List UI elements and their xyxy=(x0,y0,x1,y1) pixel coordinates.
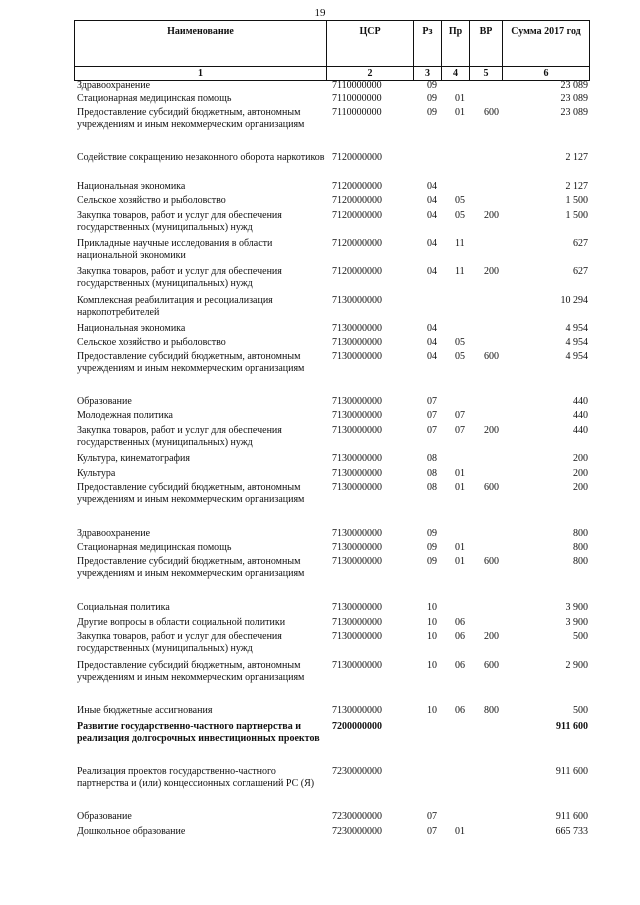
cell-sum: 911 600 xyxy=(555,766,588,777)
cell-sum: 4 954 xyxy=(565,323,588,334)
cell-name: Молодежная политика xyxy=(77,410,173,421)
cell-csr: 7110000000 xyxy=(332,80,382,91)
cell-vr: 600 xyxy=(484,556,499,567)
cell-csr: 7130000000 xyxy=(332,351,382,362)
cell-csr: 7130000000 xyxy=(332,453,382,464)
cell-sum: 627 xyxy=(573,238,588,249)
cell-name: Образование xyxy=(77,396,132,407)
column-number: 6 xyxy=(503,67,590,81)
cell-csr: 7200000000 xyxy=(332,721,382,732)
cell-name: Закупка товаров, работ и услуг для обеспечения государственных (муниципальных) нужд xyxy=(77,210,282,233)
cell-sum: 3 900 xyxy=(565,617,588,628)
cell-csr: 7130000000 xyxy=(332,482,382,493)
cell-pr: 01 xyxy=(455,468,465,479)
cell-rz: 04 xyxy=(427,195,437,206)
cell-rz: 10 xyxy=(427,660,437,671)
cell-csr: 7120000000 xyxy=(332,266,382,277)
cell-pr: 01 xyxy=(455,542,465,553)
cell-pr: 01 xyxy=(455,826,465,837)
cell-sum: 911 600 xyxy=(555,811,588,822)
cell-pr: 06 xyxy=(455,705,465,716)
cell-sum: 10 294 xyxy=(560,295,588,306)
cell-sum: 800 xyxy=(573,528,588,539)
column-number: 2 xyxy=(327,67,414,81)
cell-sum: 2 127 xyxy=(565,181,588,192)
cell-rz: 07 xyxy=(427,396,437,407)
column-number: 3 xyxy=(414,67,442,81)
cell-name: Другие вопросы в области социальной политики xyxy=(77,617,286,628)
cell-rz: 04 xyxy=(427,210,437,221)
cell-name: Национальная экономика xyxy=(77,181,186,192)
column-number: 1 xyxy=(75,67,327,81)
cell-sum: 23 089 xyxy=(560,80,588,91)
cell-rz: 04 xyxy=(427,351,437,362)
cell-rz: 07 xyxy=(427,826,437,837)
cell-csr: 7130000000 xyxy=(332,410,382,421)
cell-vr: 200 xyxy=(484,210,499,221)
cell-pr: 06 xyxy=(455,631,465,642)
cell-rz: 04 xyxy=(427,238,437,249)
cell-pr: 01 xyxy=(455,107,465,118)
cell-vr: 600 xyxy=(484,107,499,118)
cell-pr: 06 xyxy=(455,660,465,671)
cell-sum: 500 xyxy=(573,705,588,716)
cell-csr: 7130000000 xyxy=(332,337,382,348)
cell-sum: 911 600 xyxy=(556,721,588,732)
cell-sum: 200 xyxy=(573,482,588,493)
header-vr: ВР xyxy=(470,21,503,67)
cell-name: Развитие государственно-частного партнерства и реализация долгосрочных инвестиционных проектов xyxy=(77,721,320,744)
cell-pr: 05 xyxy=(455,337,465,348)
cell-name: Предоставление субсидий бюджетным, автономным учреждениям и иным некоммерческим организациям xyxy=(77,660,305,683)
cell-csr: 7130000000 xyxy=(332,631,382,642)
column-number: 5 xyxy=(470,67,503,81)
cell-csr: 7130000000 xyxy=(332,468,382,479)
cell-vr: 200 xyxy=(484,266,499,277)
cell-rz: 09 xyxy=(427,542,437,553)
cell-pr: 11 xyxy=(455,266,465,277)
cell-name: Предоставление субсидий бюджетным, автономным учреждениям и иным некоммерческим организациям xyxy=(77,351,305,374)
cell-name: Социальная политика xyxy=(77,602,170,613)
cell-name: Образование xyxy=(77,811,132,822)
cell-csr: 7230000000 xyxy=(332,826,382,837)
cell-csr: 7130000000 xyxy=(332,396,382,407)
cell-sum: 665 733 xyxy=(555,826,588,837)
cell-csr: 7130000000 xyxy=(332,425,382,436)
cell-name: Стационарная медицинская помощь xyxy=(77,542,232,553)
header-row xyxy=(75,21,590,67)
cell-pr: 01 xyxy=(455,556,465,567)
cell-sum: 440 xyxy=(573,396,588,407)
cell-csr: 7230000000 xyxy=(332,766,382,777)
cell-vr: 200 xyxy=(484,425,499,436)
cell-csr: 7130000000 xyxy=(332,323,382,334)
cell-name: Комплексная реабилитация и ресоциализация наркопотребителей xyxy=(77,295,273,318)
cell-sum: 23 089 xyxy=(560,93,588,104)
cell-sum: 2 900 xyxy=(565,660,588,671)
cell-rz: 10 xyxy=(427,705,437,716)
cell-csr: 7130000000 xyxy=(332,528,382,539)
cell-vr: 800 xyxy=(484,705,499,716)
cell-sum: 1 500 xyxy=(565,210,588,221)
cell-rz: 09 xyxy=(427,556,437,567)
cell-name: Здравоохранение xyxy=(77,528,151,539)
cell-csr: 7130000000 xyxy=(332,660,382,671)
cell-sum: 4 954 xyxy=(565,351,588,362)
cell-pr: 05 xyxy=(455,351,465,362)
cell-sum: 23 089 xyxy=(560,107,588,118)
cell-rz: 09 xyxy=(427,93,437,104)
cell-rz: 10 xyxy=(427,631,437,642)
cell-rz: 08 xyxy=(427,482,437,493)
cell-name: Закупка товаров, работ и услуг для обеспечения государственных (муниципальных) нужд xyxy=(77,266,282,289)
header-rz: Рз xyxy=(414,21,442,67)
cell-pr: 05 xyxy=(455,210,465,221)
cell-pr: 05 xyxy=(455,195,465,206)
cell-sum: 4 954 xyxy=(565,337,588,348)
cell-name: Содействие сокращению незаконного оборота наркотиков xyxy=(77,152,325,163)
cell-rz: 07 xyxy=(427,811,437,822)
cell-name: Национальная экономика xyxy=(77,323,186,334)
cell-csr: 7130000000 xyxy=(332,617,382,628)
cell-name: Реализация проектов государственно-частного партнерства и (или) концессионных соглашений РС (Я) xyxy=(77,766,315,789)
cell-pr: 06 xyxy=(455,617,465,628)
cell-name: Иные бюджетные ассигнования xyxy=(77,705,213,716)
cell-rz: 09 xyxy=(427,528,437,539)
header-pr: Пр xyxy=(442,21,470,67)
cell-name: Сельское хозяйство и рыболовство xyxy=(77,195,226,206)
cell-rz: 09 xyxy=(427,107,437,118)
cell-csr: 7120000000 xyxy=(332,195,382,206)
cell-rz: 08 xyxy=(427,468,437,479)
cell-sum: 200 xyxy=(573,468,588,479)
cell-rz: 04 xyxy=(427,337,437,348)
cell-pr: 01 xyxy=(455,93,465,104)
cell-csr: 7110000000 xyxy=(332,93,382,104)
cell-csr: 7120000000 xyxy=(332,181,382,192)
cell-sum: 440 xyxy=(573,425,588,436)
cell-pr: 07 xyxy=(455,410,465,421)
cell-sum: 440 xyxy=(573,410,588,421)
cell-rz: 09 xyxy=(427,80,437,91)
table-header xyxy=(74,20,590,81)
cell-csr: 7130000000 xyxy=(332,542,382,553)
header-csr: ЦСР xyxy=(327,21,414,67)
cell-name: Прикладные научные исследования в области национальной экономики xyxy=(77,238,273,261)
cell-csr: 7130000000 xyxy=(332,295,382,306)
header-name: Наименование xyxy=(75,21,327,67)
cell-name: Предоставление субсидий бюджетным, автономным учреждениям и иным некоммерческим организациям xyxy=(77,556,305,579)
cell-name: Закупка товаров, работ и услуг для обеспечения государственных (муниципальных) нужд xyxy=(77,631,282,654)
cell-vr: 600 xyxy=(484,482,499,493)
cell-rz: 07 xyxy=(427,410,437,421)
cell-sum: 500 xyxy=(573,631,588,642)
cell-rz: 04 xyxy=(427,266,437,277)
cell-pr: 01 xyxy=(455,482,465,493)
cell-name: Культура, кинематография xyxy=(77,453,190,464)
cell-csr: 7130000000 xyxy=(332,602,382,613)
cell-sum: 627 xyxy=(573,266,588,277)
cell-csr: 7130000000 xyxy=(332,556,382,567)
cell-vr: 600 xyxy=(484,351,499,362)
cell-rz: 10 xyxy=(427,617,437,628)
cell-sum: 1 500 xyxy=(565,195,588,206)
column-number: 4 xyxy=(442,67,470,81)
cell-sum: 800 xyxy=(573,542,588,553)
cell-name: Закупка товаров, работ и услуг для обеспечения государственных (муниципальных) нужд xyxy=(77,425,282,448)
cell-name: Стационарная медицинская помощь xyxy=(77,93,232,104)
cell-rz: 04 xyxy=(427,181,437,192)
cell-rz: 04 xyxy=(427,323,437,334)
cell-sum: 200 xyxy=(573,453,588,464)
cell-vr: 600 xyxy=(484,660,499,671)
cell-name: Культура xyxy=(77,468,116,479)
cell-sum: 2 127 xyxy=(565,152,588,163)
cell-sum: 800 xyxy=(573,556,588,567)
column-number-row xyxy=(75,67,590,81)
cell-name: Предоставление субсидий бюджетным, автономным учреждениям и иным некоммерческим организациям xyxy=(77,482,305,505)
page-number: 19 xyxy=(314,7,326,19)
cell-csr: 7110000000 xyxy=(332,107,382,118)
cell-csr: 7120000000 xyxy=(332,210,382,221)
cell-rz: 10 xyxy=(427,602,437,613)
cell-name: Предоставление субсидий бюджетным, автономным учреждениям и иным некоммерческим организациям xyxy=(77,107,305,130)
cell-sum: 3 900 xyxy=(565,602,588,613)
cell-csr: 7130000000 xyxy=(332,705,382,716)
cell-pr: 11 xyxy=(455,238,465,249)
cell-name: Дошкольное образование xyxy=(77,826,186,837)
cell-rz: 08 xyxy=(427,453,437,464)
cell-csr: 7120000000 xyxy=(332,152,382,163)
cell-vr: 200 xyxy=(484,631,499,642)
cell-csr: 7120000000 xyxy=(332,238,382,249)
cell-pr: 07 xyxy=(455,425,465,436)
cell-name: Здравоохранение xyxy=(77,80,151,91)
header-sum: Сумма 2017 год xyxy=(503,21,590,67)
cell-csr: 7230000000 xyxy=(332,811,382,822)
cell-name: Сельское хозяйство и рыболовство xyxy=(77,337,226,348)
cell-rz: 07 xyxy=(427,425,437,436)
